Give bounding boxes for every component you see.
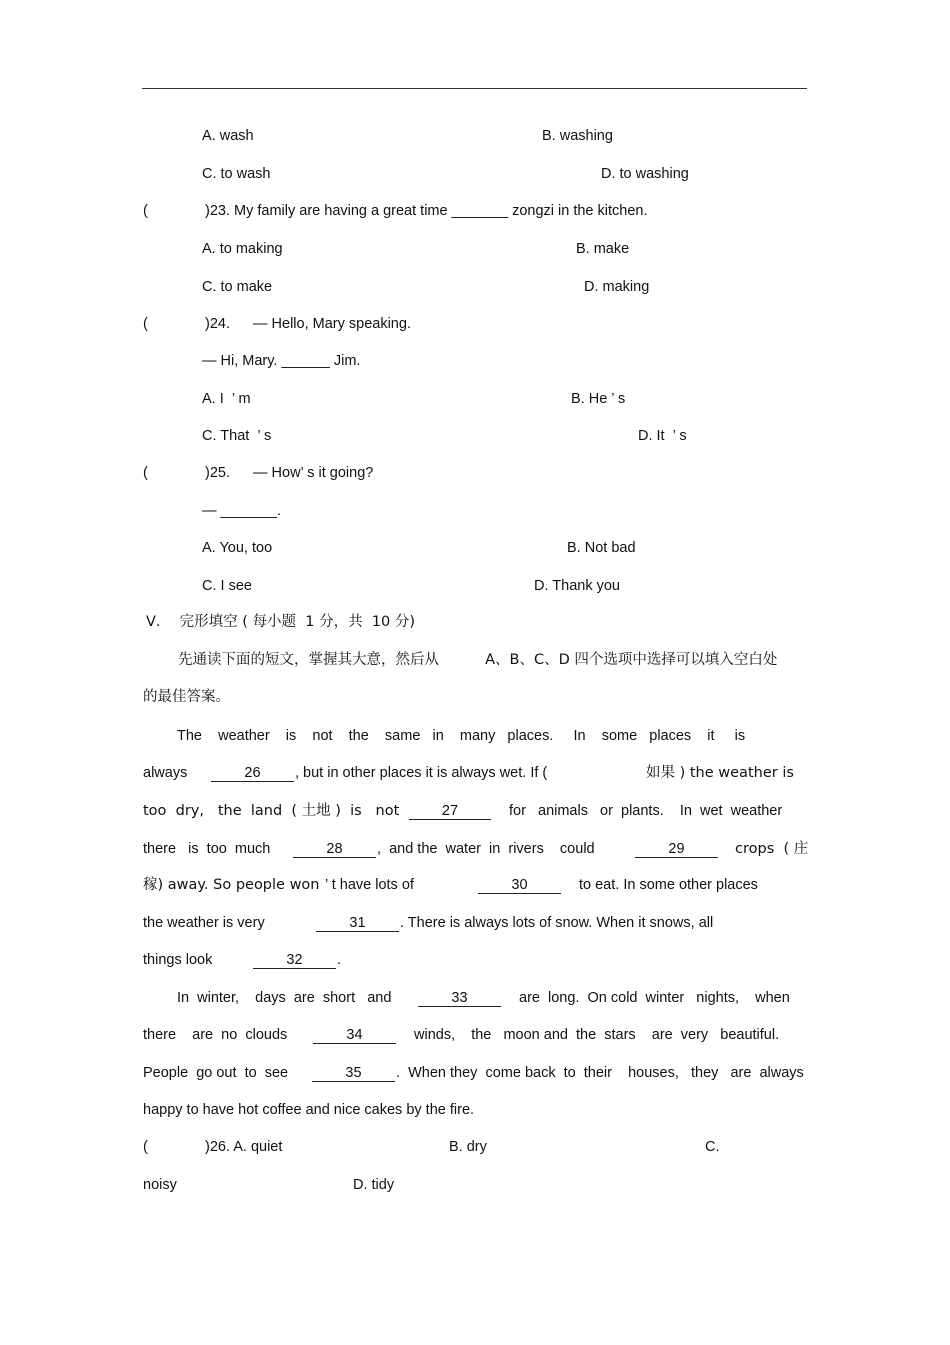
q25-option-a: A. You, too xyxy=(202,540,273,556)
q22-option-c: C. to wash xyxy=(202,166,271,182)
passage-line-2a: always xyxy=(143,765,188,781)
q24-number: )24. xyxy=(205,316,230,332)
q23-option-b: B. make xyxy=(576,241,630,257)
section-instructions-1: 先通读下面的短文，掌握其大意，然后从 A、B、C、D 四个选项中选择可以填入空白处 xyxy=(178,652,778,668)
blank-26: 26 xyxy=(211,765,294,782)
q23-option-d: D. making xyxy=(584,279,650,295)
passage-line-6a: the weather is very xyxy=(143,915,265,931)
passage-line-5c: to eat. In some other places xyxy=(579,877,758,893)
passage-line-2b: , but in other places it is always wet. If ( xyxy=(295,765,548,781)
passage-line-2c: 如果 ) the weather is xyxy=(646,765,794,781)
passage-line-7a: things look xyxy=(143,952,213,968)
section-heading: V． 完形填空 ( 每小题 1 分，共 10 分) xyxy=(146,614,415,630)
q25-option-c: C. I see xyxy=(202,578,252,594)
passage-line-5b: ’ t have lots of xyxy=(325,877,414,893)
q23-option-a: A. to making xyxy=(202,241,283,257)
passage-line-5a: 稼) away. So people won xyxy=(143,877,320,893)
q24-dialogue-2: — Hi, Mary. ______ Jim. xyxy=(202,353,361,369)
passage-line-11: happy to have hot coffee and nice cakes by the fire. xyxy=(143,1102,475,1118)
passage-line-1: The weather is not the same in many places. In some places it is xyxy=(177,728,746,744)
q26-paren: ( xyxy=(143,1139,148,1155)
blank-33: 33 xyxy=(418,990,501,1007)
q25-number: )25. xyxy=(205,465,230,481)
q26-stem: )26. A. quiet xyxy=(205,1139,283,1155)
q23-paren: ( xyxy=(143,203,148,219)
q24-option-b: B. He ’ s xyxy=(571,391,626,407)
q24-option-d: D. It ’ s xyxy=(638,428,687,444)
q22-option-b: B. washing xyxy=(542,128,613,144)
passage-line-8b: are long. On cold winter nights, when xyxy=(519,990,790,1006)
blank-29: 29 xyxy=(635,841,718,858)
passage-line-10b: . When they come back to their houses, they are always xyxy=(396,1065,804,1081)
blank-31: 31 xyxy=(316,915,399,932)
q24-paren: ( xyxy=(143,316,148,332)
blank-35: 35 xyxy=(312,1065,395,1082)
q25-dialogue-2: — _______. xyxy=(202,503,282,519)
q23-option-c: C. to make xyxy=(202,279,273,295)
blank-30: 30 xyxy=(478,877,561,894)
passage-line-4c: crops ( 庄 xyxy=(735,841,809,857)
blank-27: 27 xyxy=(409,803,491,820)
q22-option-d: D. to washing xyxy=(601,166,689,182)
q24-dialogue-1: — Hello, Mary speaking. xyxy=(253,316,411,332)
q26-option-c-text: noisy xyxy=(143,1177,177,1193)
q25-paren: ( xyxy=(143,465,148,481)
q24-option-c: C. That ’ s xyxy=(202,428,272,444)
q25-option-d: D. Thank you xyxy=(534,578,620,594)
passage-line-6b: . There is always lots of snow. When it snows, all xyxy=(400,915,714,931)
passage-line-8a: In winter, days are short and xyxy=(177,990,392,1006)
q26-option-d: D. tidy xyxy=(353,1177,395,1193)
passage-line-4b: , and the water in rivers could xyxy=(377,841,595,857)
q22-option-a: A. wash xyxy=(202,128,254,144)
q23-stem: )23. My family are having a great time _______ zongzi in the kitchen. xyxy=(205,203,648,219)
q25-dialogue-1: — How’ s it going? xyxy=(253,465,374,481)
passage-line-4a: there is too much xyxy=(143,841,271,857)
q24-option-a: A. I ’ m xyxy=(202,391,251,407)
blank-34: 34 xyxy=(313,1027,396,1044)
q25-option-b: B. Not bad xyxy=(567,540,636,556)
section-instructions-2: 的最佳答案。 xyxy=(143,689,230,705)
q26-option-c-letter: C. xyxy=(705,1139,720,1155)
passage-line-9a: there are no clouds xyxy=(143,1027,288,1043)
blank-28: 28 xyxy=(293,841,376,858)
passage-line-3a: too dry, the land ( 土地 ) is not xyxy=(143,803,400,819)
q26-option-b: B. dry xyxy=(449,1139,487,1155)
header-rule xyxy=(142,88,807,89)
passage-line-10a: People go out to see xyxy=(143,1065,289,1081)
passage-line-3b: for animals or plants. In wet weather xyxy=(509,803,783,819)
blank-32: 32 xyxy=(253,952,336,969)
passage-line-7b: . xyxy=(337,952,342,968)
passage-line-9b: winds, the moon and the stars are very beautiful. xyxy=(414,1027,780,1043)
